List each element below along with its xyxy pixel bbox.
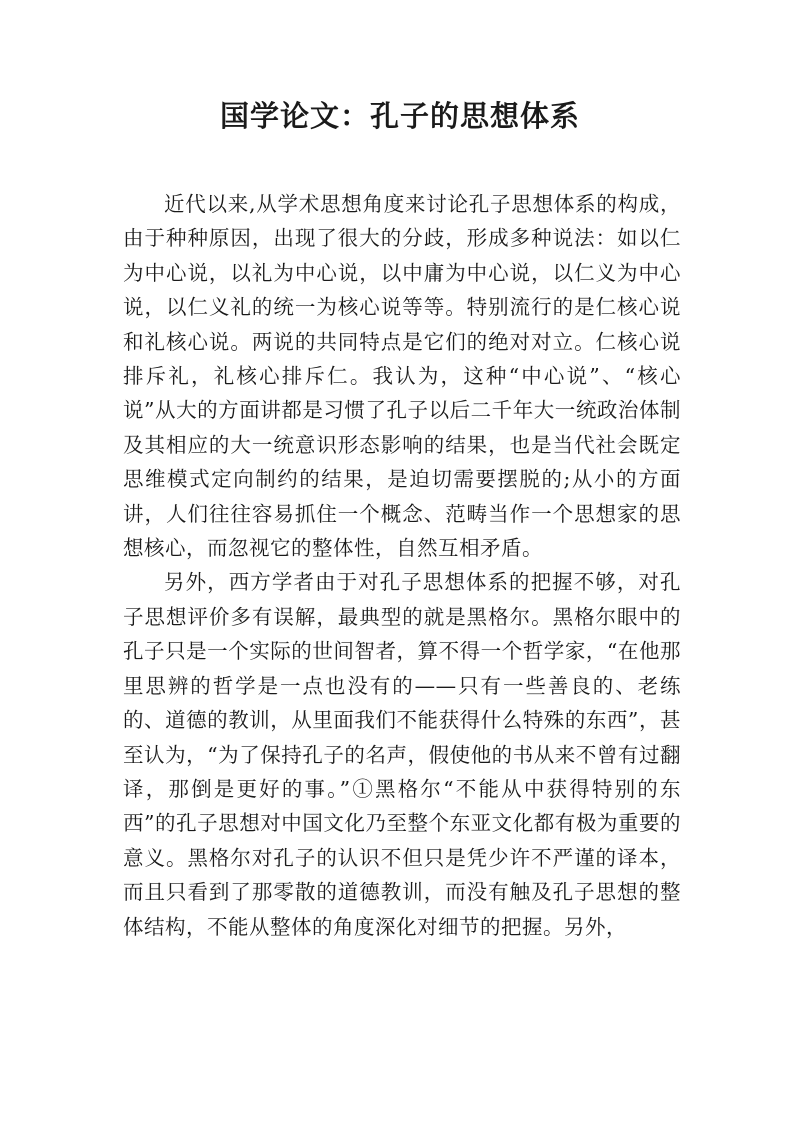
document-body bbox=[123, 187, 681, 944]
paragraph: 另外，西方学者由于对孔子思想体系的把握不够，对孔子思想评价多有误解，最典型的就是黑格尔。黑格尔眼中的孔子只是一个实际的世间智者，算不得一个哲学家，“在他那里思辨的哲学是一点也没有的——只有一些善良的、老练的、道德的教训，从里面我们不能获得什么特殊的东西”，甚至认为，“为了保持孔子的名声，假使他的书从来不曾有过翻译，那倒是更好的事。”①黑格尔“不能从中获得特别的东西”的孔子思想对中国文化乃至整个东亚文化都有极为重要的意义。黑格尔对孔子的认识不但只是凭少许不严谨的译本，而且只看到了那零散的道德教训，而没有触及孔子思想的整体结构，不能从整体的角度深化对细节的把握。另外， bbox=[123, 570, 681, 939]
paragraph: 近代以来,从学术思想角度来讨论孔子思想体系的构成，由于种种原因，出现了很大的分歧，形成多种说法：如以仁为中心说，以礼为中心说，以中庸为中心说，以仁义为中心说，以仁义礼的统一为核心说等等。特别流行的是仁核心说和礼核心说。两说的共同特点是它们的绝对对立。仁核心说排斥礼，礼核心排斥仁。我认为，这种“中心说”、“核心说”从大的方面讲都是习惯了孔子以后二千年大一统政治体制及其相应的大一统意识形态影响的结果，也是当代社会既定思维模式定向制约的结果，是迫切需要摆脱的;从小的方面讲，人们往往容易抓住一个概念、范畴当作一个思想家的思想核心，而忽视它的整体性，自然互相矛盾。 bbox=[123, 192, 681, 561]
document-title: 国学论文：孔子的思想体系 bbox=[219, 99, 580, 133]
